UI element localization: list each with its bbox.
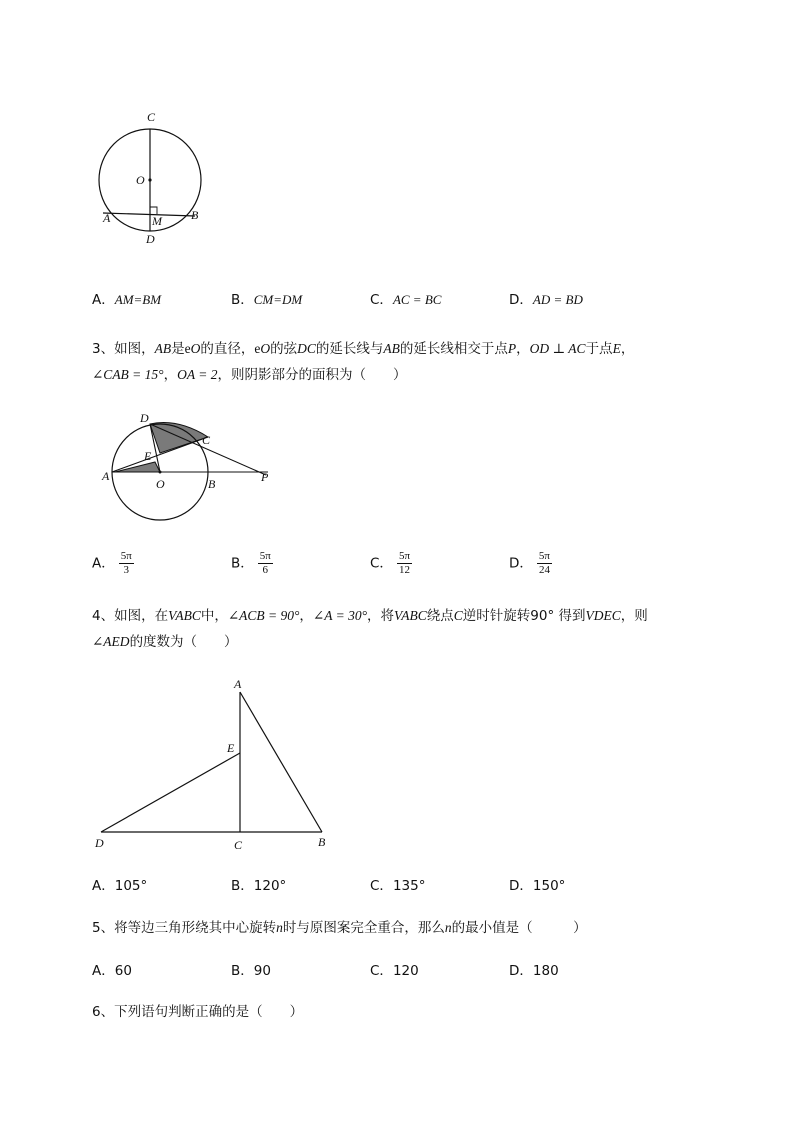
q4-math: VDEC: [585, 608, 621, 623]
fraction-numerator: 5π: [398, 550, 410, 562]
q3-text: ，: [163, 367, 178, 383]
label-c: C: [147, 110, 156, 124]
q4-math: C: [453, 608, 463, 623]
label-a: A: [102, 469, 110, 483]
option-text: 120: [392, 963, 419, 979]
q4-text: ，则: [620, 608, 648, 624]
option-letter: C．: [370, 878, 393, 894]
q3-text: ，: [620, 341, 635, 357]
option-letter: C．: [370, 963, 393, 979]
option-text: AD = BD: [532, 292, 583, 307]
figure-q4-triangles: [90, 672, 340, 857]
q5-math: n: [276, 920, 283, 935]
q4-text: 绕点: [426, 608, 454, 624]
q4-option-b[interactable]: [231, 876, 286, 896]
option-letter: D．: [509, 878, 533, 894]
option-letter: C．: [370, 555, 393, 572]
q4-text: 的度数为（ ）: [129, 634, 238, 650]
q3-option-b[interactable]: [231, 550, 273, 577]
q3-options: [92, 550, 712, 584]
option-letter: A．: [92, 878, 115, 894]
q4-text: ，将: [367, 608, 394, 624]
chord-ab: [103, 213, 195, 216]
option-text: 135°: [392, 878, 426, 894]
q3-text: 于点: [585, 341, 613, 357]
q6-stem: [92, 999, 722, 1025]
q3-circle-symbol: e: [184, 341, 191, 356]
center-dot: [148, 178, 151, 181]
q3-math: O: [190, 341, 201, 356]
center-dot: [159, 471, 162, 474]
label-p: P: [261, 470, 269, 484]
label-d: D: [95, 836, 104, 850]
option-text: 120°: [253, 878, 287, 894]
option-letter: A．: [92, 963, 115, 979]
q6-number: 6、: [92, 1004, 115, 1020]
label-c: C: [234, 838, 243, 852]
q3-text: 的延长线相交于点: [399, 341, 508, 357]
q4-text: 逆时针旋转90° 得到: [462, 608, 586, 624]
q5-option-d[interactable]: [509, 961, 559, 981]
q6-text: 下列语句判断正确的是（ ）: [114, 1004, 304, 1020]
q4-option-a[interactable]: [92, 876, 147, 896]
q5-stem: [92, 915, 722, 941]
q3-math: DC: [297, 341, 316, 356]
q3-text: 如图，: [114, 341, 155, 357]
q3-number: 3、: [92, 341, 115, 357]
option-text: AC = BC: [392, 292, 442, 307]
q3-text: ，: [516, 341, 530, 357]
q4-text: 中，: [200, 608, 228, 624]
q3-option-c[interactable]: [370, 550, 412, 577]
q2-option-d[interactable]: [509, 290, 583, 310]
fraction-numerator: 5π: [259, 550, 271, 562]
segment-ab: [240, 692, 322, 832]
q3-math: OA = 2: [177, 367, 218, 382]
label-m: M: [152, 214, 162, 228]
option-text: 150°: [532, 878, 566, 894]
label-b: B: [208, 477, 216, 491]
q3-stem: [92, 336, 722, 388]
q5-text: 将等边三角形绕其中心旋转: [114, 920, 277, 936]
shaded-region-left: [115, 462, 160, 472]
q5-number: 5、: [92, 920, 115, 936]
q5-option-a[interactable]: [92, 961, 132, 981]
option-letter: D．: [509, 963, 533, 979]
q3-math: E: [612, 341, 621, 356]
fraction-denominator: 12: [398, 564, 410, 576]
q3-option-d[interactable]: [509, 550, 552, 577]
q5-math: n: [444, 920, 452, 935]
q3-math: OD ⊥ AC: [529, 341, 586, 356]
option-text: 60: [114, 963, 132, 979]
option-text: 90: [253, 963, 271, 979]
option-letter: B．: [231, 292, 254, 308]
option-letter: B．: [231, 878, 254, 894]
q4-text: ，: [299, 608, 313, 624]
option-letter: C．: [370, 292, 393, 308]
label-d: D: [140, 411, 149, 425]
q3-math: O: [260, 341, 271, 356]
option-text: 105°: [114, 878, 148, 894]
q3-math: AB: [154, 341, 172, 356]
q4-stem: [92, 603, 722, 655]
right-angle-mark: [150, 207, 157, 214]
q5-text: 时与原图案完全重合，那么: [282, 920, 445, 936]
q3-text: 是: [171, 341, 185, 357]
label-b: B: [318, 835, 326, 849]
option-letter: A．: [92, 292, 115, 308]
q3-text: 的直径，: [200, 341, 255, 357]
q5-option-b[interactable]: [231, 961, 271, 981]
q4-math: ∠A = 30°: [312, 608, 367, 623]
q3-line-2: [92, 362, 722, 388]
q2-option-a[interactable]: [92, 290, 161, 310]
fraction-denominator: 24: [538, 564, 550, 576]
q2-options: [92, 290, 712, 312]
q3-math: ∠CAB = 15°: [92, 367, 164, 382]
label-c: C: [202, 433, 211, 447]
shaded-region-top: [150, 423, 208, 453]
q4-math: ∠ACB = 90°: [227, 608, 300, 623]
label-e: E: [227, 741, 235, 755]
label-b: B: [191, 208, 199, 222]
option-fraction: [258, 550, 273, 577]
q4-option-c[interactable]: [370, 876, 425, 896]
q4-options: [92, 876, 712, 898]
q4-text: 如图，在: [114, 608, 169, 624]
option-fraction: [397, 550, 412, 577]
option-letter: D．: [509, 292, 533, 308]
fraction-numerator: 5π: [538, 550, 550, 562]
segment-de: [101, 753, 240, 832]
q2-option-b[interactable]: [231, 290, 302, 310]
q4-line-1: [92, 603, 722, 629]
fraction-denominator: 3: [123, 564, 130, 576]
option-fraction: [537, 550, 552, 577]
q3-math: AB: [383, 341, 400, 356]
q3-line-1: [92, 336, 722, 362]
option-letter: D．: [509, 555, 533, 572]
q3-circle-symbol: e: [254, 341, 261, 356]
option-text: 180: [532, 963, 559, 979]
q4-math: VABC: [168, 608, 201, 623]
q3-text: 的延长线与: [315, 341, 384, 357]
option-fraction: [119, 550, 134, 577]
q4-math: VABC: [394, 608, 427, 623]
label-a: A: [103, 211, 111, 225]
q3-text: ，则阴影部分的面积为（ ）: [217, 367, 407, 383]
label-d: D: [146, 232, 155, 246]
q3-math: P: [507, 341, 517, 356]
q3-text: 的弦: [270, 341, 298, 357]
fraction-numerator: 5π: [120, 550, 132, 562]
label-e: E: [144, 449, 152, 463]
q5-options: [92, 961, 712, 983]
q3-option-a[interactable]: [92, 550, 134, 577]
q4-math: ∠AED: [92, 634, 130, 649]
option-text: CM=DM: [253, 292, 303, 307]
figure-q2-circle: [90, 105, 220, 250]
q4-option-d[interactable]: [509, 876, 565, 896]
q4-number: 4、: [92, 608, 115, 624]
q5-option-c[interactable]: [370, 961, 419, 981]
q4-line-2: [92, 629, 722, 655]
option-letter: B．: [231, 555, 254, 572]
q5-text: 的最小值是（ ）: [451, 920, 587, 936]
figure-q3-circle: [98, 404, 278, 529]
option-letter: A．: [92, 555, 115, 572]
label-o: O: [136, 173, 145, 187]
option-text: AM=BM: [114, 292, 162, 307]
label-a: A: [234, 677, 242, 691]
fraction-denominator: 6: [262, 564, 269, 576]
q2-option-c[interactable]: [370, 290, 441, 310]
option-letter: B．: [231, 963, 254, 979]
label-o: O: [156, 477, 165, 491]
